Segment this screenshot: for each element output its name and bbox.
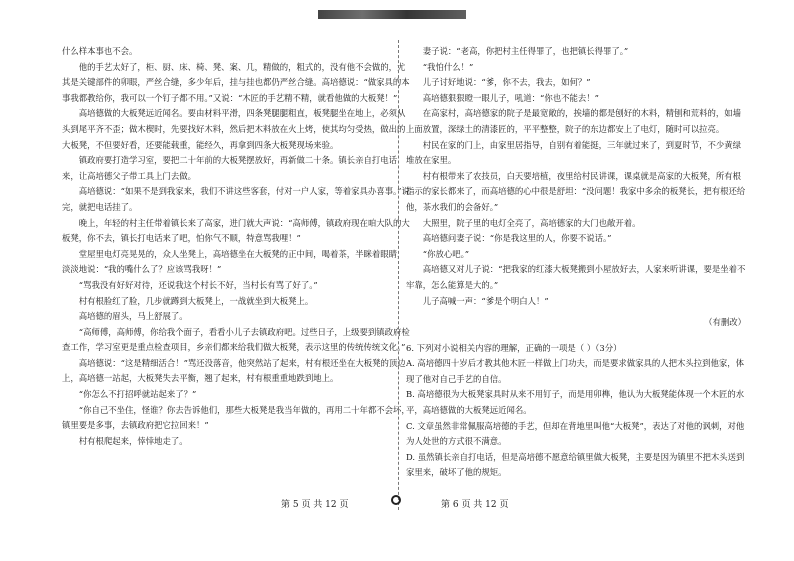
paragraph: 高培德问妻子说：“你是我这里的人，你要不说话。”: [422, 233, 612, 244]
column-divider: [398, 40, 399, 510]
paragraph: 村民在家的门上，由家里居指导，自别有着能挺，三年就过来了，到夏时节，不少黄绿堆放在家里。: [406, 139, 742, 166]
paragraph: 儿子讨好地说：“爹，你不去，我去，如何？”: [422, 77, 591, 88]
paragraph: “你自己不坐住，怪谁？你去告诉他们，那些大板凳是我当年做的，再用二十年都不会坏，镇里要是多事，去镇政府把它拉回来！”: [62, 404, 410, 431]
option-a: A. 高培德四十岁后才教其他木匠一样做上门功夫，而是要求做家具的人把木头拉到他家，体现了他对自己手艺的自信。: [406, 358, 744, 384]
page-footer-right: 第 6 页 共 12 页: [441, 500, 509, 510]
paragraph: 高培德的眉头，马上舒展了。: [78, 311, 188, 322]
scan-header-artifact: [318, 10, 466, 19]
paragraph: 高培德说：“如果不是到我家来，我们不讲这些客套，付对一户人家，等着家具办喜事。”说完，就把电话挂了。: [62, 186, 410, 212]
paragraph: 村有根爬起来，悻悻地走了。: [78, 435, 188, 446]
paragraph: 晚上，年轻的村主任带着镇长来了高家，进门就大声说：“高师傅，镇政府现在咱大队的大板凳，你不去，镇长打电话来了吧，怕你气不顺，特意骂我哩！”: [62, 217, 410, 244]
option-c: C. 文章虽然非常佩服高培德的手艺，但却在背地里叫他“大板凳”，表达了对他的讽刺，对他为人处世的方式很不满意。: [406, 420, 745, 447]
paragraph: 在高家村，高培德家的院子是最宽敞的，挨墙的都是刨好的木料，精刨和荒料的，如墙上面放置，深绿土的清漆匠的，平平整整，院子的东边都安上了电灯，随时可以拉亮。: [406, 108, 742, 134]
right-column: [406, 44, 746, 481]
paragraph: “我怕什么！”: [422, 61, 474, 72]
paragraph: 妻子说：“老高，你把村主任得罪了，也把镇长得罪了。”: [422, 46, 629, 56]
paragraph: 高培德做的大板凳远近闻名。要由材料平滑，四条凳腿腿粗直，板凳腿坐在地上，必须从头到尾平齐不歪；做木楔时，先要找好木料，然后把木料放在火上烤，使其均匀受热，做出的大板凳，不但要好看，还要能载重，能经久，再拿到四条大板凳现场来验。: [62, 108, 406, 150]
option-b: B. 高培德很为大板凳家具时从来不用钉子，而是用卯榫，他认为大板凳能体现一个木匠的水平，高培德做的大板凳远近闻名。: [406, 389, 745, 416]
left-column: [62, 44, 412, 449]
paragraph: “高师傅，高师傅，你给我个面子，看看小儿子去镇政府吧。过些日子，上级要到镇政府检查工作，学习室更是重点检查项目，乡亲们都来给我们做大板凳，表示这里的传统传统文化。”: [62, 326, 410, 353]
paragraph: 他的手艺太好了，柜、厨、床、椅、凳、案、几，精做的，粗式的，没有他不会做的，尤其是关键部件的卯眼，严丝合缝，多少年后，挂与挂也都仍严丝合缝。高培德说：“做家具的本事我都教给你，我可以一个钉子都不用。”又说：“木匠的手艺精不精，就看他做的大板凳！”: [62, 61, 410, 103]
paragraph: 堂屋里电灯亮晃晃的，众人坐凳上，高培德坐在大板凳的正中间，喝着茶，半眯着眼睛，淡淡地说：“我的嘴什么了？应该骂我呀！”: [62, 248, 406, 275]
paragraph: “你怎么不打招呼就站起来了？”: [78, 389, 197, 400]
paragraph: 高培德说：“这是精细活合！”骂还没落音，他突然站了起来，村有根还坐在大板凳的顶边上，高培德一站起，大板凳失去平衡，翘了起来，村有根重重地跌到地上。: [62, 357, 406, 384]
paragraph: 什么样本事也不会。: [62, 46, 138, 56]
paragraph: 村有根脸红了脸，几步就蹲到大板凳上，一战就坐到大板凳上。: [78, 295, 314, 306]
paragraph: “你放心吧。”: [422, 248, 470, 259]
page-footer-left: 第 5 页 共 12 页: [281, 500, 349, 510]
paragraph: 大照里，院子里的电灯全亮了，高培德家的大门也敞开着。: [422, 217, 641, 228]
paragraph: “骂我没有好好对待，还说我这个村长不好，当村长有骂了好了。”: [78, 279, 318, 290]
question-stem: 6. 下列对小说相关内容的理解，正确的一项是（ ）（3分）: [406, 342, 622, 353]
paragraph: 儿子高喊一声：“爹是个明白人！”: [422, 295, 549, 306]
option-d: D. 虽然镇长亲自打电话，但是高培德不愿意给镇里做大板凳，主要是因为镇里不把木头送到家里来，破坏了他的规矩。: [406, 451, 745, 478]
paragraph: 镇政府要打造学习室，要把二十年前的大板凳摆放好，再新做二十条。镇长亲自打电话来，让高培德父子带工具上门去做。: [62, 155, 398, 181]
paragraph: 高培德狠狠瞪一眼儿子，吼道：“你也不能去！”: [422, 92, 599, 103]
paragraph: 村有根带来了农技员，白天要培植，夜里给村民讲课，课桌就是高家的大板凳，所有根指示的家长都来了，而高培德的心中很是舒坦：“没问题！我家中多余的板凳长，把有根还给他，茶水我们的会备好。”: [406, 170, 746, 212]
binding-hole-icon: [391, 495, 401, 505]
paragraph: 高培德又对儿子说：“把我家的红漆大板凳搬到小屋放好去，人家来听讲课，要是坐着不牢靠，怎么能算是大的。”: [406, 264, 746, 290]
source-note: （有删改）: [704, 317, 746, 328]
